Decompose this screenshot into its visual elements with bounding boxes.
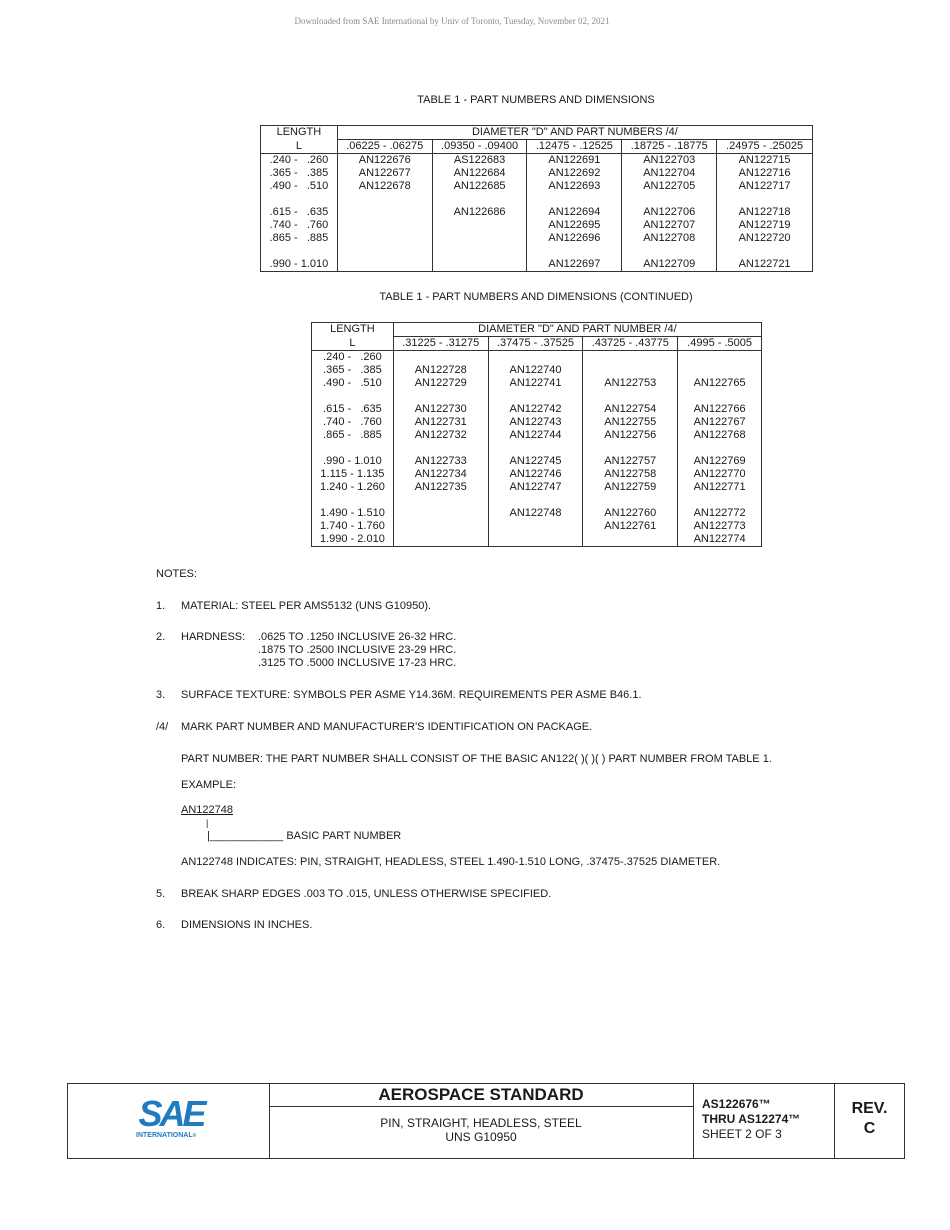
part-number-cell [583,390,678,403]
diameter-range: .09350 - .09400 [432,140,527,154]
diameter-range: .06225 - .06275 [337,140,432,154]
table-row [312,351,762,365]
part-number-cell: AN122759 [583,481,678,494]
part-number-cell: AN122765 [678,377,762,390]
part-number-cell: AN122754 [583,403,678,416]
part-number-cell: AN122757 [583,455,678,468]
part-number-cell: AN122692 [527,167,622,180]
diameter-range: .18725 - .18775 [622,140,717,154]
part-number-cell: AN122707 [622,219,717,232]
part-number-cell: AN122694 [527,206,622,219]
part-number-cell [337,245,432,258]
length-range [312,390,394,403]
part-number-cell: AN122729 [393,377,488,390]
download-notice: Downloaded from SAE International by Univ of Toronto, Tuesday, November 02, 2021 [294,16,610,26]
length-symbol: L [312,337,394,351]
length-range: 1.240 - 1.260 [312,481,394,494]
part-number-cell [432,245,527,258]
length-range: 1.490 - 1.510 [312,507,394,520]
part-number-cell: AN122719 [717,219,813,232]
diameter-header: DIAMETER "D" AND PART NUMBER /4/ [393,323,761,337]
revision-label: REV. [851,1100,888,1117]
part-number-cell: AN122685 [432,180,527,193]
table1-title: TABLE 1 - PART NUMBERS AND DIMENSIONS [417,94,655,106]
part-title-line: PIN, STRAIGHT, HEADLESS, STEEL [380,1116,582,1130]
note-text: DIMENSIONS IN INCHES. [181,919,313,931]
table-row [312,520,762,533]
note-number: 3. [156,689,166,701]
part-number-cell: AN122771 [678,481,762,494]
table-row [312,377,762,390]
part-number-cell [488,351,583,365]
standard-type: AEROSPACE STANDARD [269,1084,693,1107]
table-row [312,507,762,520]
part-number-cell: AN122721 [717,258,813,272]
part-title-line: UNS G10950 [445,1130,517,1144]
length-header: LENGTH [261,126,338,140]
part-number-cell: AN122768 [678,429,762,442]
part-number-cell [432,219,527,232]
part-number-cell [488,390,583,403]
part-number-cell [337,232,432,245]
table-row [261,232,813,245]
table-row [261,219,813,232]
part-number-cell [488,533,583,547]
part-number-cell [622,245,717,258]
part-number-cell [678,351,762,365]
length-range: .740 - .760 [261,219,338,232]
length-symbol: L [261,140,338,154]
part-number-cell: AN122697 [527,258,622,272]
table-row [312,416,762,429]
length-range: .740 - .760 [312,416,394,429]
length-range [261,193,338,206]
title-cell [269,1084,694,1158]
part-number-cell: AN122742 [488,403,583,416]
diameter-range: .12475 - .12525 [527,140,622,154]
part-number-cell: AN122734 [393,468,488,481]
part-number-cell [583,364,678,377]
logo-cell [68,1084,270,1158]
part-number-cell [432,232,527,245]
table-row [261,180,813,193]
sae-logo-mark: SAE [138,1093,204,1134]
part-numbers-table [260,125,813,272]
part-number-cell [583,442,678,455]
part-number-cell: AN122709 [622,258,717,272]
part-number-cell [488,494,583,507]
part-number-cell [583,351,678,365]
document-number: AS122676™ [702,1097,771,1111]
part-number-cell: AN122704 [622,167,717,180]
part-number-cell: AN122746 [488,468,583,481]
part-number-cell: AN122740 [488,364,583,377]
part-number-cell: AN122735 [393,481,488,494]
part-number-cell: AN122715 [717,154,813,168]
part-number-cell: AN122747 [488,481,583,494]
part-number-cell: AN122695 [527,219,622,232]
part-number-cell: AN122686 [432,206,527,219]
part-number-cell: AN122703 [622,154,717,168]
part-number-cell [583,533,678,547]
length-header: LENGTH [312,323,394,337]
part-number-cell: AN122758 [583,468,678,481]
part-number-cell: AN122676 [337,154,432,168]
part-number-cell [678,442,762,455]
part-number-cell: AN122684 [432,167,527,180]
length-range: .240 - .260 [312,351,394,365]
table-row [261,167,813,180]
length-range [312,442,394,455]
table-row [312,455,762,468]
length-range [261,245,338,258]
revision-letter: C [863,1120,876,1137]
table2-title: TABLE 1 - PART NUMBERS AND DIMENSIONS (CONTINUED) [379,291,693,303]
hardness-line: .0625 TO .1250 INCLUSIVE 26-32 HRC. [258,631,457,643]
length-range [312,494,394,507]
diameter-range: .31225 - .31275 [393,337,488,351]
part-number-cell: AN122720 [717,232,813,245]
part-number-cell: AN122761 [583,520,678,533]
part-number-cell: AN122705 [622,180,717,193]
part-number-cell: AN122717 [717,180,813,193]
length-range: .865 - .885 [312,429,394,442]
table-row [261,206,813,219]
part-number-cell: AN122732 [393,429,488,442]
part-number-cell [717,245,813,258]
diameter-header: DIAMETER "D" AND PART NUMBERS /4/ [337,126,812,140]
table-row [312,481,762,494]
diameter-range: .4995 - .5005 [678,337,762,351]
part-number-cell [622,193,717,206]
part-number-cell [337,258,432,272]
part-number-cell: AN122730 [393,403,488,416]
table-row [261,193,813,206]
example-part-number: AN122748 [181,804,233,816]
part-number-cell [488,520,583,533]
length-range: .990 - 1.010 [261,258,338,272]
part-number-cell [393,494,488,507]
table-row [312,429,762,442]
part-number-cell [393,351,488,365]
part-number-cell: AN122708 [622,232,717,245]
document-number-cell [694,1084,835,1158]
part-number-cell [527,245,622,258]
part-number-cell [432,193,527,206]
part-number-cell: AN122772 [678,507,762,520]
note-number: 1. [156,600,166,612]
sheet-number: SHEET 2 OF 3 [702,1127,782,1141]
part-number-cell [337,206,432,219]
part-number-cell: AN122770 [678,468,762,481]
note-text: MATERIAL: STEEL PER AMS5132 (UNS G10950). [181,600,432,612]
note-number: 5. [156,888,166,900]
part-number-cell: AN122731 [393,416,488,429]
title-block [67,1083,905,1159]
part-title [269,1116,693,1144]
part-number-cell [337,219,432,232]
diameter-range: .43725 - .43775 [583,337,678,351]
sae-logo-subtitle [136,1132,206,1139]
part-number-cell [678,364,762,377]
note-text: MARK PART NUMBER AND MANUFACTURER'S IDENTIFICATION ON PACKAGE. [181,721,593,733]
length-range: .490 - .510 [312,377,394,390]
part-number-cell: AN122677 [337,167,432,180]
basic-part-number-callout: |____________ BASIC PART NUMBER [207,830,402,842]
notes-heading: NOTES: [156,568,197,580]
table-row [261,258,813,272]
part-number-cell [393,390,488,403]
note-number: 2. [156,631,166,643]
part-numbers-table-continued [311,322,762,547]
part-number-cell: AN122774 [678,533,762,547]
part-number-cell [432,258,527,272]
part-number-cell: AN122760 [583,507,678,520]
example-indicates: AN122748 INDICATES: PIN, STRAIGHT, HEADLESS, STEEL 1.490-1.510 LONG, .37475-.37525 DIAMETER. [181,856,721,868]
part-number-cell: AN122716 [717,167,813,180]
length-range: .490 - .510 [261,180,338,193]
part-number-cell: AN122745 [488,455,583,468]
part-number-cell [488,442,583,455]
length-range: 1.115 - 1.135 [312,468,394,481]
part-number-cell: AN122733 [393,455,488,468]
length-range: 1.740 - 1.760 [312,520,394,533]
part-number-cell [393,442,488,455]
part-number-cell: AN122706 [622,206,717,219]
note-number: 6. [156,919,166,931]
length-range: .615 - .635 [261,206,338,219]
part-number-cell: AN122693 [527,180,622,193]
hardness-line: .1875 TO .2500 INCLUSIVE 23-29 HRC. [258,644,457,656]
example-label: EXAMPLE: [181,779,237,791]
table-row [312,364,762,377]
example-tick: | [206,818,209,828]
table-row [312,494,762,507]
part-number-cell: AN122696 [527,232,622,245]
part-number-cell: AN122767 [678,416,762,429]
part-number-cell: AN122769 [678,455,762,468]
diameter-range: .24975 - .25025 [717,140,813,154]
part-number-cell: AN122678 [337,180,432,193]
note-label: HARDNESS: [181,631,246,643]
part-number-cell: AN122755 [583,416,678,429]
part-number-cell: AS122683 [432,154,527,168]
revision-cell [835,1099,904,1139]
part-number-cell: AN122748 [488,507,583,520]
length-range: .365 - .385 [261,167,338,180]
table-row [312,442,762,455]
part-number-cell: AN122756 [583,429,678,442]
hardness-line: .3125 TO .5000 INCLUSIVE 17-23 HRC. [258,657,457,669]
registered-mark: ® [192,1133,197,1139]
length-range: .865 - .885 [261,232,338,245]
length-range: .365 - .385 [312,364,394,377]
part-number-cell: AN122743 [488,416,583,429]
document-number-range: THRU AS12274™ [702,1112,801,1126]
sae-logo [136,1093,206,1139]
part-number-cell [393,533,488,547]
part-number-cell [393,507,488,520]
part-number-cell [717,193,813,206]
table-row [312,390,762,403]
part-number-cell: AN122718 [717,206,813,219]
note-text: SURFACE TEXTURE: SYMBOLS PER ASME Y14.36M. REQUIREMENTS PER ASME B46.1. [181,689,642,701]
part-number-cell [337,193,432,206]
table-row [261,154,813,168]
part-number-cell: AN122691 [527,154,622,168]
part-number-cell: AN122728 [393,364,488,377]
part-number-cell: AN122741 [488,377,583,390]
length-range: 1.990 - 2.010 [312,533,394,547]
part-number-cell: AN122773 [678,520,762,533]
part-number-cell: AN122744 [488,429,583,442]
table-row [312,403,762,416]
part-number-rule: PART NUMBER: THE PART NUMBER SHALL CONSIST OF THE BASIC AN122( )( )( ) PART NUMBER FROM TABLE 1. [181,753,772,765]
part-number-cell: AN122766 [678,403,762,416]
part-number-cell [393,520,488,533]
part-number-cell: AN122753 [583,377,678,390]
part-number-cell [527,193,622,206]
note-text: BREAK SHARP EDGES .003 TO .015, UNLESS OTHERWISE SPECIFIED. [181,888,552,900]
length-range: .240 - .260 [261,154,338,168]
part-number-cell [678,494,762,507]
part-number-cell [678,390,762,403]
part-number-cell [583,494,678,507]
sae-logo-subtitle-text: INTERNATIONAL [136,1132,193,1139]
table-row [312,533,762,547]
length-range: .990 - 1.010 [312,455,394,468]
table-row [312,468,762,481]
note-number: /4/ [156,721,169,733]
length-range: .615 - .635 [312,403,394,416]
diameter-range: .37475 - .37525 [488,337,583,351]
table-row [261,245,813,258]
